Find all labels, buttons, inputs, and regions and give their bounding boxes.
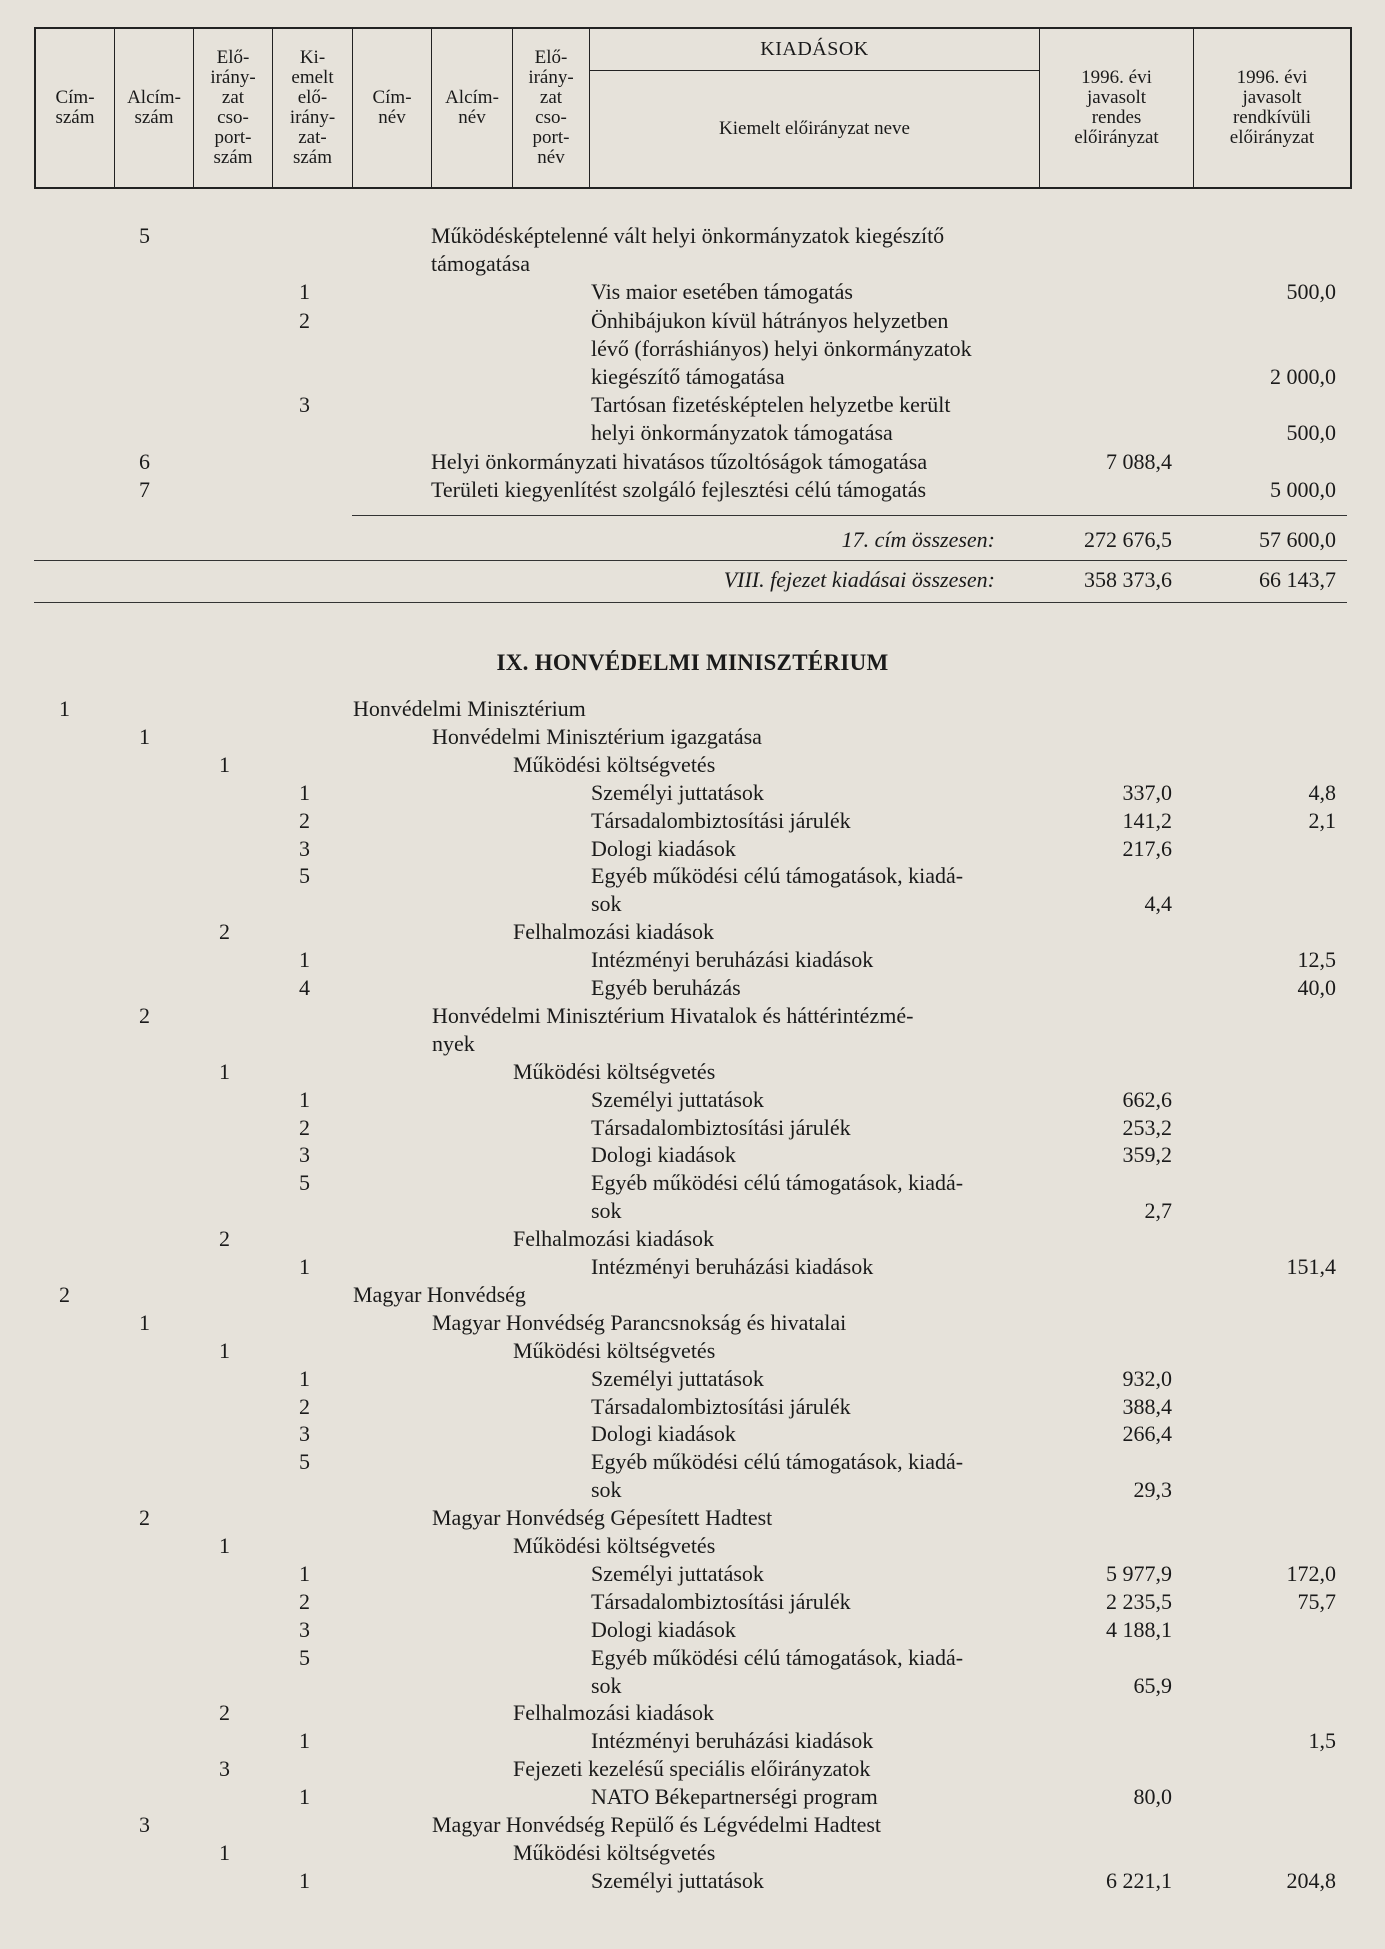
s1-row-text: Vis maior esetében támogatás: [591, 279, 853, 305]
s2-row-text: sok: [591, 1672, 622, 1698]
s2-row-text: Társadalombiztosítási járulék: [591, 1393, 851, 1419]
s2-rendkivuli-value: 1,5: [1308, 1728, 1336, 1754]
s2-code-number: 5: [299, 863, 310, 889]
section-end-rule: [34, 602, 1347, 603]
total-17-rendes: 272 676,5: [1084, 527, 1172, 552]
s2-row-text: Működési költségvetés: [513, 1533, 716, 1558]
s2-rendes-value: 65,9: [1133, 1672, 1172, 1698]
s1-rendkivuli-value: 500,0: [1286, 279, 1336, 305]
s2-rendkivuli-value: 40,0: [1297, 975, 1336, 1000]
total-viii-rendkivuli: 66 143,7: [1259, 567, 1336, 592]
s1-kiemelt-number: 2: [299, 307, 310, 333]
s2-row-text: Személyi juttatások: [591, 1365, 764, 1391]
s2-code-number: 1: [219, 1533, 230, 1558]
s2-row-text: Magyar Honvédség Repülő és Légvédelmi Hadtest: [432, 1812, 882, 1837]
s2-code-number: 2: [299, 1588, 310, 1614]
s2-code-number: 1: [219, 1337, 230, 1363]
s2-row-text: Honvédelmi Minisztérium: [353, 696, 586, 721]
s2-row-text: Dologi kiadások: [591, 835, 736, 861]
s1-row-text: Tartósan fizetésképtelen helyzetbe került: [591, 392, 951, 418]
s1-row-text: támogatása: [431, 251, 530, 277]
s2-rendkivuli-value: 12,5: [1297, 947, 1336, 973]
s2-code-number: 3: [299, 1142, 310, 1168]
s2-code-number: 1: [299, 1784, 310, 1810]
s1-alcim-number: 5: [139, 223, 150, 248]
s1-row-text: Működésképtelenné vált helyi önkormányzatok kiegészítő: [431, 223, 945, 248]
header-alcim-szam: Alcím- szám: [115, 29, 194, 187]
header-alcim-nev: Alcím- név: [432, 29, 513, 187]
s1-kiemelt-number: 3: [299, 392, 310, 418]
s2-rendes-value: 337,0: [1122, 779, 1172, 805]
s1-rendkivuli-value: 500,0: [1286, 420, 1336, 446]
s2-row-text: Egyéb működési célú támogatások, kiadá-: [591, 863, 964, 889]
s2-row-text: Személyi juttatások: [591, 779, 764, 805]
s2-row-text: Intézményi beruházási kiadások: [591, 947, 874, 973]
s2-row-text: Egyéb beruházás: [591, 975, 741, 1000]
total-17-rendkivuli: 57 600,0: [1259, 527, 1336, 552]
s2-row-text: Intézményi beruházási kiadások: [591, 1728, 874, 1754]
s2-code-number: 3: [139, 1812, 150, 1837]
s2-rendes-value: 5 977,9: [1106, 1560, 1172, 1586]
subtotal-rule: [352, 515, 1347, 516]
s2-row-text: Személyi juttatások: [591, 1086, 764, 1112]
total-viii-rendes: 358 373,6: [1084, 567, 1172, 592]
s2-code-number: 3: [299, 1616, 310, 1642]
s2-code-number: 2: [219, 919, 230, 945]
s2-row-text: sok: [591, 1477, 622, 1503]
s2-row-text: Egyéb működési célú támogatások, kiadá-: [591, 1644, 964, 1670]
header-rendkivuli: 1996. évi javasolt rendkívüli előirányzat: [1229, 67, 1315, 148]
s2-row-text: Működési költségvetés: [513, 1058, 716, 1084]
s2-rendkivuli-value: 2,1: [1308, 807, 1336, 833]
s2-row-text: Magyar Honvédség: [353, 1281, 526, 1307]
header-kiadasok: KIADÁSOK: [590, 29, 1040, 71]
s2-rendes-value: 141,2: [1122, 807, 1172, 833]
s2-row-text: Működési költségvetés: [513, 751, 716, 777]
total-17-label: 17. cím összesen:: [841, 527, 995, 552]
s2-code-number: 1: [219, 751, 230, 777]
s2-rendes-value: 4,4: [1144, 891, 1172, 917]
s2-row-text: NATO Békepartnerségi program: [591, 1784, 878, 1810]
s2-code-number: 4: [299, 975, 310, 1000]
s2-code-number: 1: [299, 1086, 310, 1112]
s2-row-text: Magyar Honvédség Parancsnokság és hivatalai: [432, 1309, 847, 1335]
s2-rendes-value: 29,3: [1133, 1477, 1172, 1503]
s2-code-number: 1: [299, 1560, 310, 1586]
s1-rendes-value: 7 088,4: [1106, 448, 1172, 474]
s2-row-text: Felhalmozási kiadások: [513, 1226, 715, 1252]
s2-row-text: Honvédelmi Minisztérium igazgatása: [432, 723, 762, 749]
s2-rendes-value: 266,4: [1122, 1421, 1172, 1447]
s2-code-number: 1: [299, 1867, 310, 1893]
s2-code-number: 5: [299, 1170, 310, 1196]
s2-rendkivuli-value: 75,7: [1297, 1588, 1336, 1614]
s2-rendkivuli-value: 172,0: [1286, 1560, 1336, 1586]
s1-row-text: Területi kiegyenlítést szolgáló fejlesztési célú támogatás: [431, 476, 927, 502]
s2-rendkivuli-value: 204,8: [1286, 1867, 1336, 1893]
s1-kiemelt-number: 1: [299, 279, 310, 305]
s2-rendkivuli-value: 151,4: [1286, 1254, 1336, 1279]
s2-rendes-value: 932,0: [1122, 1365, 1172, 1391]
s2-row-text: Honvédelmi Minisztérium Hivatalok és háttérintézmé-: [432, 1002, 914, 1028]
s2-rendes-value: 2,7: [1144, 1198, 1172, 1224]
s2-code-number: 2: [299, 1393, 310, 1419]
s2-rendkivuli-value: 4,8: [1308, 779, 1336, 805]
s1-row-text: helyi önkormányzatok támogatása: [591, 420, 893, 446]
s2-code-number: 1: [219, 1058, 230, 1084]
s2-code-number: 1: [299, 779, 310, 805]
s2-code-number: 1: [299, 1728, 310, 1754]
s2-row-text: Személyi juttatások: [591, 1867, 764, 1893]
s2-row-text: Társadalombiztosítási járulék: [591, 807, 851, 833]
s2-code-number: 3: [219, 1756, 230, 1782]
s2-code-number: 3: [299, 835, 310, 861]
s2-code-number: 1: [299, 1365, 310, 1391]
s2-rendes-value: 359,2: [1122, 1142, 1172, 1168]
s2-row-text: nyek: [432, 1030, 475, 1056]
s2-rendes-value: 4 188,1: [1106, 1616, 1172, 1642]
s2-code-number: 3: [299, 1421, 310, 1447]
s2-rendes-value: 253,2: [1122, 1114, 1172, 1140]
s2-code-number: 2: [299, 807, 310, 833]
s2-code-number: 1: [139, 1309, 150, 1335]
s2-code-number: 5: [299, 1644, 310, 1670]
header-cim-szam: Cím- szám: [36, 29, 115, 187]
s2-rendes-value: 217,6: [1122, 835, 1172, 861]
s2-rendes-value: 388,4: [1122, 1393, 1172, 1419]
s2-code-number: 5: [299, 1449, 310, 1475]
s2-code-number: 1: [219, 1839, 230, 1865]
s2-row-text: Működési költségvetés: [513, 1337, 716, 1363]
header-cim-nev: Cím- név: [353, 29, 432, 187]
column-header-table: [34, 27, 1352, 189]
header-kiemelt-szam: Ki- emelt elő- irány- zat- szám: [273, 29, 353, 187]
s2-row-text: Működési költségvetés: [513, 1839, 716, 1865]
header-kiemelt-nev: Kiemelt előirányzat neve: [590, 71, 1040, 187]
s2-row-text: Dologi kiadások: [591, 1421, 736, 1447]
s1-rendkivuli-value: 2 000,0: [1270, 364, 1336, 389]
s2-row-text: Fejezeti kezelésű speciális előirányzatok: [513, 1756, 871, 1782]
s2-row-text: Egyéb működési célú támogatások, kiadá-: [591, 1449, 964, 1475]
s2-rendes-value: 80,0: [1133, 1784, 1172, 1810]
s1-row-text: Helyi önkormányzati hivatásos tűzoltóságok támogatása: [431, 448, 928, 474]
s1-row-text: lévő (forráshiányos) helyi önkormányzatok: [591, 335, 972, 361]
s2-row-text: Dologi kiadások: [591, 1616, 736, 1642]
s2-code-number: 1: [299, 1254, 310, 1279]
s2-rendes-value: 2 235,5: [1106, 1588, 1172, 1614]
chapter-title: IX. HONVÉDELMI MINISZTÉRIUM: [496, 650, 889, 675]
s1-rendkivuli-value: 5 000,0: [1270, 476, 1336, 502]
s2-row-text: Társadalombiztosítási járulék: [591, 1114, 851, 1140]
s1-row-text: kiegészítő támogatása: [591, 364, 785, 389]
total-viii-label: VIII. fejezet kiadásai összesen:: [723, 567, 995, 592]
s2-rendes-value: 6 221,1: [1106, 1867, 1172, 1893]
s2-code-number: 2: [219, 1700, 230, 1726]
s2-rendes-value: 662,6: [1122, 1086, 1172, 1112]
s2-row-text: Egyéb működési célú támogatások, kiadá-: [591, 1170, 964, 1196]
s2-code-number: 1: [139, 723, 150, 749]
s2-row-text: sok: [591, 891, 622, 917]
section-rule: [34, 560, 1347, 561]
s2-code-number: 2: [139, 1505, 150, 1531]
s2-code-number: 2: [139, 1002, 150, 1028]
s1-row-text: Önhibájukon kívül hátrányos helyzetben: [591, 307, 949, 333]
s2-row-text: Felhalmozási kiadások: [513, 1700, 715, 1726]
s2-row-text: Társadalombiztosítási járulék: [591, 1588, 851, 1614]
s2-code-number: 2: [219, 1226, 230, 1252]
s1-alcim-number: 7: [139, 476, 150, 502]
header-csoport-szam: Elő- irány- zat cso- port- szám: [194, 29, 273, 187]
s2-row-text: sok: [591, 1198, 622, 1224]
s2-row-text: Intézményi beruházási kiadások: [591, 1254, 874, 1279]
s2-row-text: Felhalmozási kiadások: [513, 919, 715, 945]
s2-code-number: 2: [59, 1281, 70, 1307]
header-csoport-nev: Elő- irány- zat cso- port- név: [513, 29, 590, 187]
s2-row-text: Személyi juttatások: [591, 1560, 764, 1586]
s1-alcim-number: 6: [139, 448, 150, 474]
s2-row-text: Dologi kiadások: [591, 1142, 736, 1168]
s2-code-number: 2: [299, 1114, 310, 1140]
s2-code-number: 1: [59, 696, 70, 721]
header-rendes: 1996. évi javasolt rendes előirányzat: [1040, 29, 1194, 187]
s2-code-number: 1: [299, 947, 310, 973]
s2-row-text: Magyar Honvédség Gépesített Hadtest: [432, 1505, 773, 1531]
